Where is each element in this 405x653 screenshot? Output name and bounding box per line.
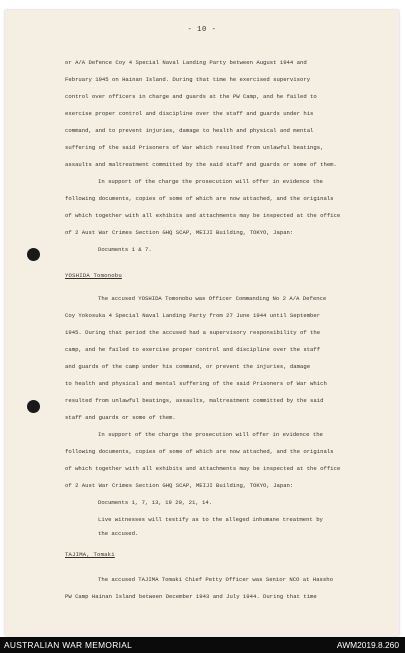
text-line: following documents, copies of some of which are now attached, and the originals bbox=[65, 448, 334, 455]
footer-bar bbox=[0, 637, 405, 653]
text-line: assaults and maltreatment committed by the said staff and guards or some of them. bbox=[65, 161, 337, 168]
text-line: to health and physical and mental suffering of the said Prisoners of War which bbox=[65, 380, 327, 387]
text-line: suffering of the said Prisoners of War which resulted from unlawful beatings, bbox=[65, 144, 324, 151]
text-line: of which together with all exhibits and attachments may be inspected at the office bbox=[65, 465, 341, 472]
text-line: and guards of the camp under his command, or prevent the injuries, damage bbox=[65, 363, 311, 370]
text-line: February 1945 on Hainan Island. During that time he exercised supervisory bbox=[65, 76, 311, 83]
text-line: the accused. bbox=[98, 530, 139, 537]
text-line: Coy Yokosuka 4 Special Naval Landing Party from 27 June 1944 until September bbox=[65, 312, 321, 319]
text-line: The accused TAJIMA Tomaki Chief Petty Officer was Senior NCO at Hassho bbox=[98, 576, 333, 583]
text-line: or A/A Defence Coy 4 Special Naval Landing Party between August 1944 and bbox=[65, 59, 307, 66]
text-line: Documents 1, 7, 13, 19 20, 21, 14. bbox=[98, 499, 213, 506]
archive-source-label: AUSTRALIAN WAR MEMORIAL bbox=[4, 640, 133, 650]
archive-reference-label: AWM2019.8.260 bbox=[336, 640, 399, 650]
punch-hole-icon bbox=[27, 400, 40, 413]
section-heading: YOSHIDA Tomonobu bbox=[65, 272, 122, 279]
text-line: resulted from unlawful beatings, assaults, maltreatment committed by the said bbox=[65, 397, 324, 404]
document-sheet bbox=[5, 10, 399, 636]
text-line: 1945. During that period the accused had a supervisory responsibility of the bbox=[65, 329, 321, 336]
text-line: The accused YOSHIDA Tomonobu was Officer Commanding No 2 A/A Defence bbox=[98, 295, 327, 302]
text-line: staff and guards or some of them. bbox=[65, 414, 176, 421]
text-line: of 2 Aust War Crimes Section GHQ SCAP, MEIJI Building, TOKYO, Japan: bbox=[65, 482, 294, 489]
text-line: Live witnesses will testify as to the alleged inhumane treatment by bbox=[98, 516, 323, 523]
text-line: control over officers in charge and guards at the PW Camp, and he failed to bbox=[65, 93, 317, 100]
text-line: Documents 1 & 7. bbox=[98, 246, 152, 253]
section-heading: TAJIMA, Tomaki bbox=[65, 551, 115, 558]
text-line: camp, and he failed to exercise proper control and discipline over the staff bbox=[65, 346, 321, 353]
text-line: of which together with all exhibits and attachments may be inspected at the office bbox=[65, 212, 341, 219]
text-line: In support of the charge the prosecution will offer in evidence the bbox=[98, 431, 323, 438]
text-line: PW Camp Hainan Island between December 1943 and July 1944. During that time bbox=[65, 593, 317, 600]
text-line: following documents, copies of some of which are now attached, and the originals bbox=[65, 195, 334, 202]
punch-hole-icon bbox=[27, 248, 40, 261]
page-number: - 10 - bbox=[187, 26, 217, 34]
text-line: exercise proper control and discipline over the staff and guards under his bbox=[65, 110, 314, 117]
text-line: command, and to prevent injuries, damage to health and physical and mental bbox=[65, 127, 314, 134]
text-line: In support of the charge the prosecution will offer in evidence the bbox=[98, 178, 323, 185]
text-line: of 2 Aust War Crimes Section GHQ SCAP, MEIJI Building, TOKYO, Japan: bbox=[65, 229, 294, 236]
